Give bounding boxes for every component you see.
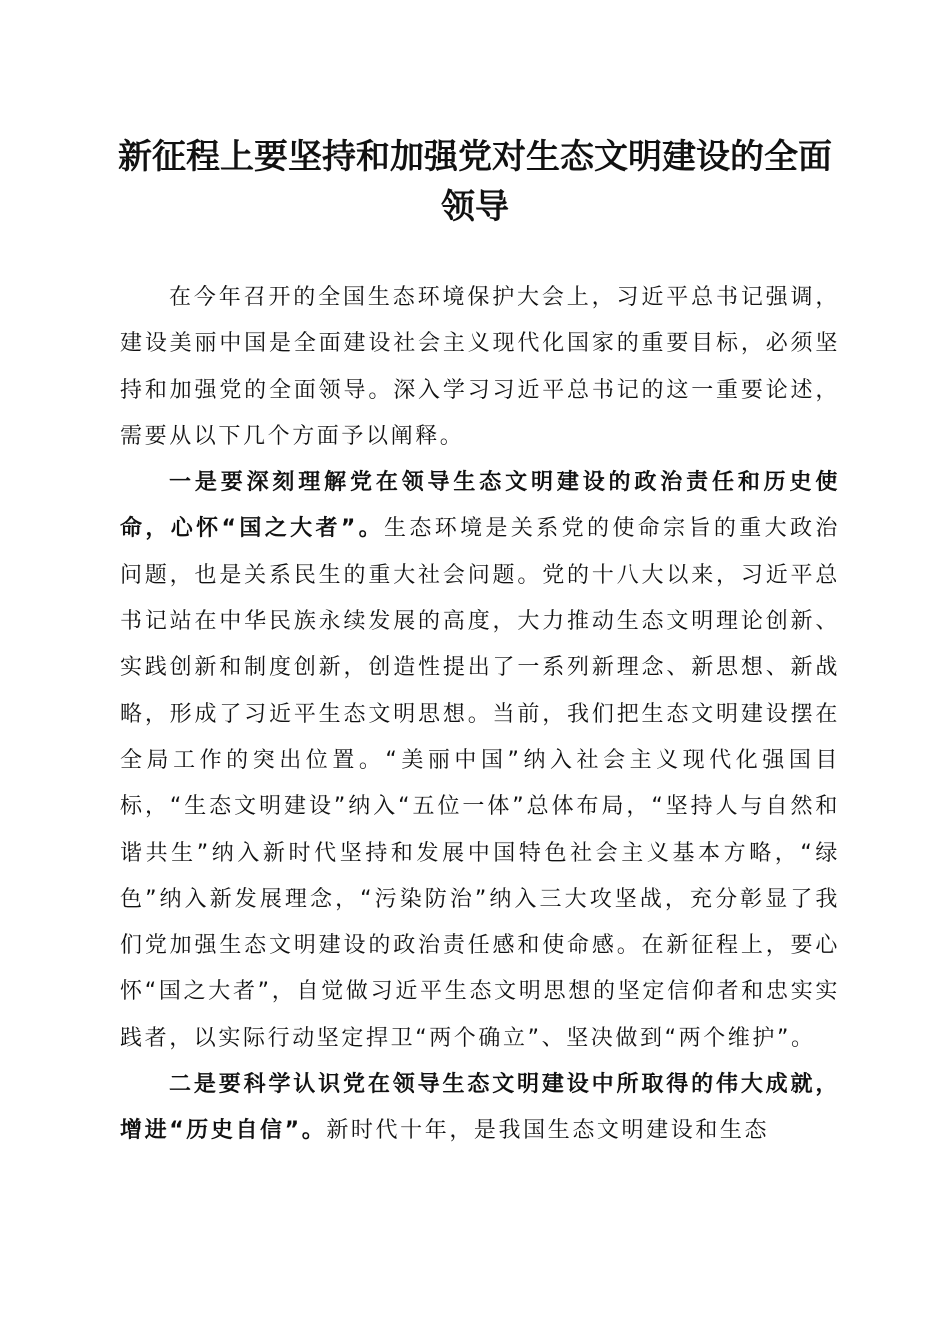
paragraph-intro	[120, 275, 840, 460]
paragraph-point-one	[120, 460, 840, 1062]
document-title: 新征程上要坚持和加强党对生态文明建设的全面领导	[118, 137, 832, 227]
paragraph-text: 生态环境是关系党的使命宗旨的重大政治问题，也是关系民生的重大社会问题。党的十八大以来，习近平总书记站在中华民族永续发展的高度，大力推动生态文明理论创新、实践创新和制度创新，创造性提出了一系列新理念、新思想、新战略，形成了习近平生态文明思想。当前，我们把生态文明建设摆在全局工作的突出位置。“美丽中国”纳入社会主义现代化强国目标，“生态文明建设”纳入“五位一体”总体布局，“坚持人与自然和谐共生”纳入新时代坚持和发展中国特色社会主义基本方略，“绿色”纳入新发展理念，“污染防治”纳入三大攻坚战，充分彰显了我们党加强生态文明建设的政治责任感和使命感。在新征程上，要心怀“国之大者”，自觉做习近平生态文明思想的坚定信仰者和忠实实践者，以实际行动坚定捍卫“两个确立”、坚决做到“两个维护”。	[120, 516, 840, 1051]
document-body	[120, 275, 840, 1155]
paragraph-point-two	[120, 1062, 840, 1155]
paragraph-text: 在今年召开的全国生态环境保护大会上，习近平总书记强调，建设美丽中国是全面建设社会主义现代化国家的重要目标，必须坚持和加强党的全面领导。深入学习习近平总书记的这一重要论述，需要从以下几个方面予以阐释。	[120, 285, 840, 449]
paragraph-lead: 二是要科学认识党在领导生态文明建设中所取得的伟大成就，增进“历史自信”。	[120, 1072, 840, 1144]
paragraph-lead: 一是要深刻理解党在领导生态文明建设的政治责任和历史使命，心怀“国之大者”。	[120, 470, 840, 542]
paragraph-text: 新时代十年，是我国生态文明建设和生态	[326, 1118, 770, 1144]
